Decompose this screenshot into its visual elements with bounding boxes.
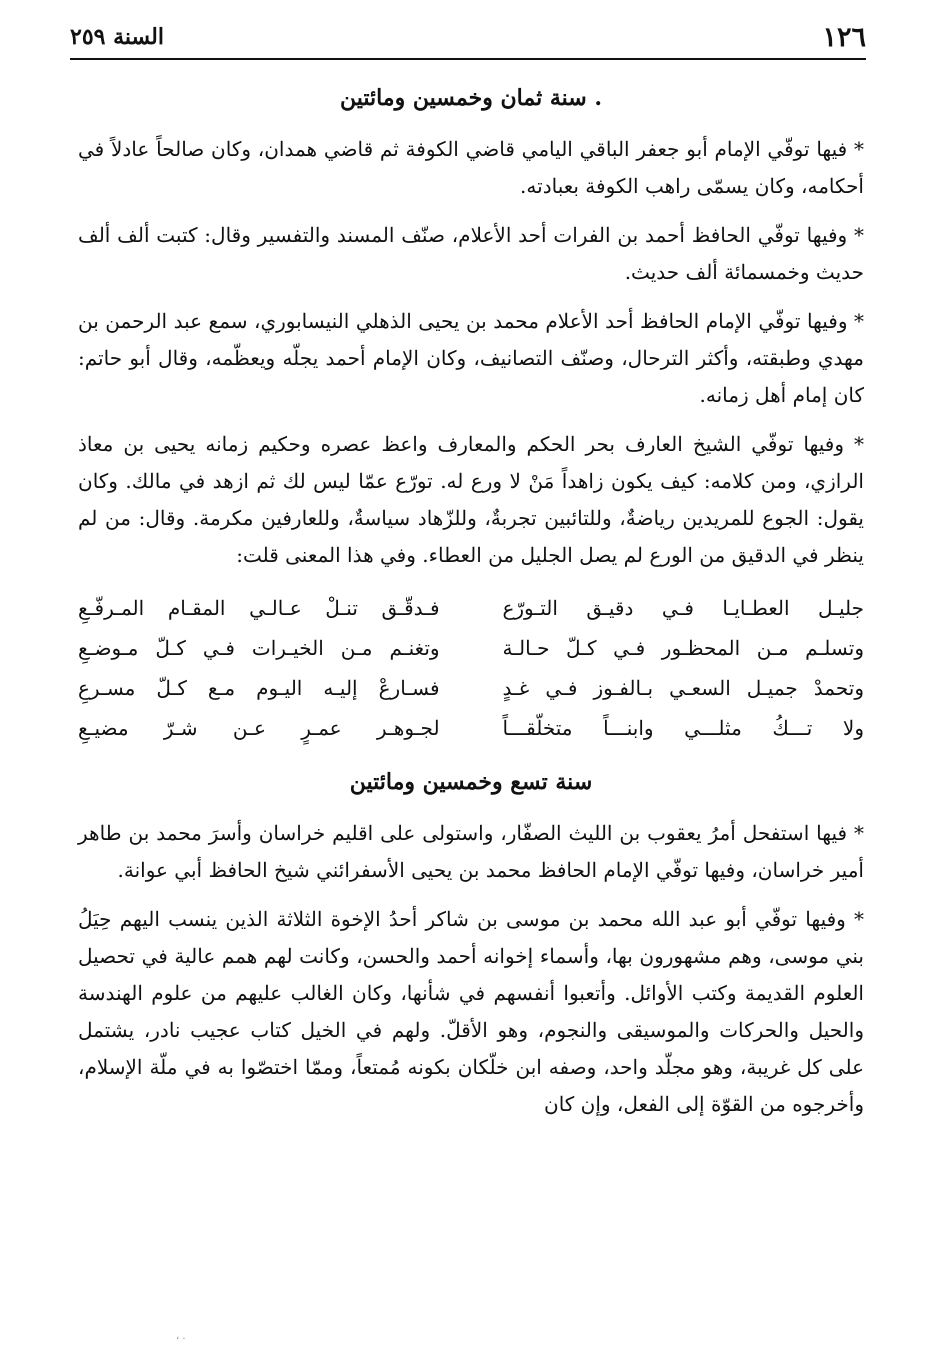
section-title-258: . سنة ثمان وخمسين ومائتين [339, 85, 603, 111]
poem-verse [78, 628, 864, 668]
page-body [78, 74, 864, 1135]
page-header [70, 18, 866, 60]
poem-second-hemistich: وتغنـم مـن الخيـرات فـي كـلّ مـوضـعِ [78, 636, 440, 660]
paragraph: * وفيها توفّي الشيخ العارف بحر الحكم والمعارف واعظ عصره وحكيم زمانه يحيى بن معاذ الرازي، ومن كلامه: كيف يكون زاهداً مَنْ لا ورع له. تورّع عمّا ليس لك ثم ازهد في مالك. وكان يقول: الجوع للمريدين رياضةٌ، وللتائبين تجربةٌ، وللزّهاد سياسةٌ، وللعارفين مكرمة. وقال: من لم ينظر في الدقيق من الورع لم يصل الجليل من العطاء. وفي هذا المعنى قلت: [78, 432, 864, 567]
running-head: السنة ٢٥٩ [70, 24, 164, 50]
paragraph: * وفيها توفّي الحافظ أحمد بن الفرات أحد الأعلام، صنّف المسند والتفسير وقال: كتبت ألف ألف حديث وخمسمائة ألف حديث. [78, 223, 864, 284]
section-title-259: سنة تسع وخمسين ومائتين [349, 769, 593, 795]
poem-verse [78, 668, 864, 708]
page-number: ١٢٦ [822, 22, 866, 53]
paragraph: * وفيها توفّي الإمام الحافظ أحد الأعلام محمد بن يحيى الذهلي النيسابوري، سمع عبد الرحمن بن مهدي وطبقته، وأكثر الترحال، وصنّف التصانيف، وكان الإمام أحمد يجلّه ويعظّمه، وقال أبو حاتم: كان إمام أهل زمانه. [78, 309, 864, 407]
poem-first-hemistich: وتسلـم مـن المحظـور فـي كـلّ حـالـة [502, 636, 864, 660]
poem-second-hemistich: فـدقّـق تنـلْ عـالـي المقـام المـرفّـعِ [78, 596, 440, 620]
margin-marks: ، . [176, 1331, 186, 1342]
poem-second-hemistich: فسـارعْ إليـه اليـوم مـع كـلّ مسـرعِ [78, 676, 440, 700]
paragraph: * فيها توفّي الإمام أبو جعفر الباقي اليامي قاضي الكوفة ثم قاضي همدان، وكان صالحاً عادلاً في أحكامه، وكان يسمّى راهب الكوفة بعبادته. [78, 137, 864, 198]
poem-verse [78, 588, 864, 628]
poem-verse [78, 708, 864, 748]
poem-first-hemistich: جليـل العطـايـا فـي دقيـق التـورّع [502, 596, 864, 620]
paragraph: * وفيها توفّي أبو عبد الله محمد بن موسى بن شاكر أحدُ الإخوة الثلاثة الذين ينسب اليهم حِيَلُ بني موسى، وهم مشهورون بها، وأسماء إخوانه أحمد والحسن، وكانت لهم همم عالية في تحصيل العلوم القديمة وكتب الأوائل. وأتعبوا أنفسهم في شأنها، وكان الغالب عليهم من علوم الهندسة والحيل والحركات والموسيقى والنجوم، وهو الأقلّ. ولهم في الخيل كتاب عجيب نادر، يشتمل على كل غريبة، وهو مجلّد واحد، وصفه ابن خلّكان بكونه مُمتعاً، وممّا اختصّوا به في ملّة الإسلام، وأخرجوه من القوّة إلى الفعل، وإن كان [78, 907, 864, 1116]
poem [78, 588, 864, 748]
poem-second-hemistich: لجـوهـر عمـرٍ عـن شـرّ مضيـعِ [78, 716, 440, 740]
paragraph: * فيها استفحل أمرُ يعقوب بن الليث الصفّار، واستولى على اقليم خراسان وأسرَ محمد بن طاهر أمير خراسان، وفيها توفّي الإمام الحافظ محمد بن يحيى الأسفرائني شيخ الحافظ أبي عوانة. [78, 821, 864, 882]
poem-first-hemistich: وتحمدْ جميـل السعـي بـالفـوز فـي غـدٍ [502, 676, 864, 700]
poem-first-hemistich: ولا تـــكُ مثلـــي وابنـــاً متخلّقـــاً [502, 716, 864, 740]
